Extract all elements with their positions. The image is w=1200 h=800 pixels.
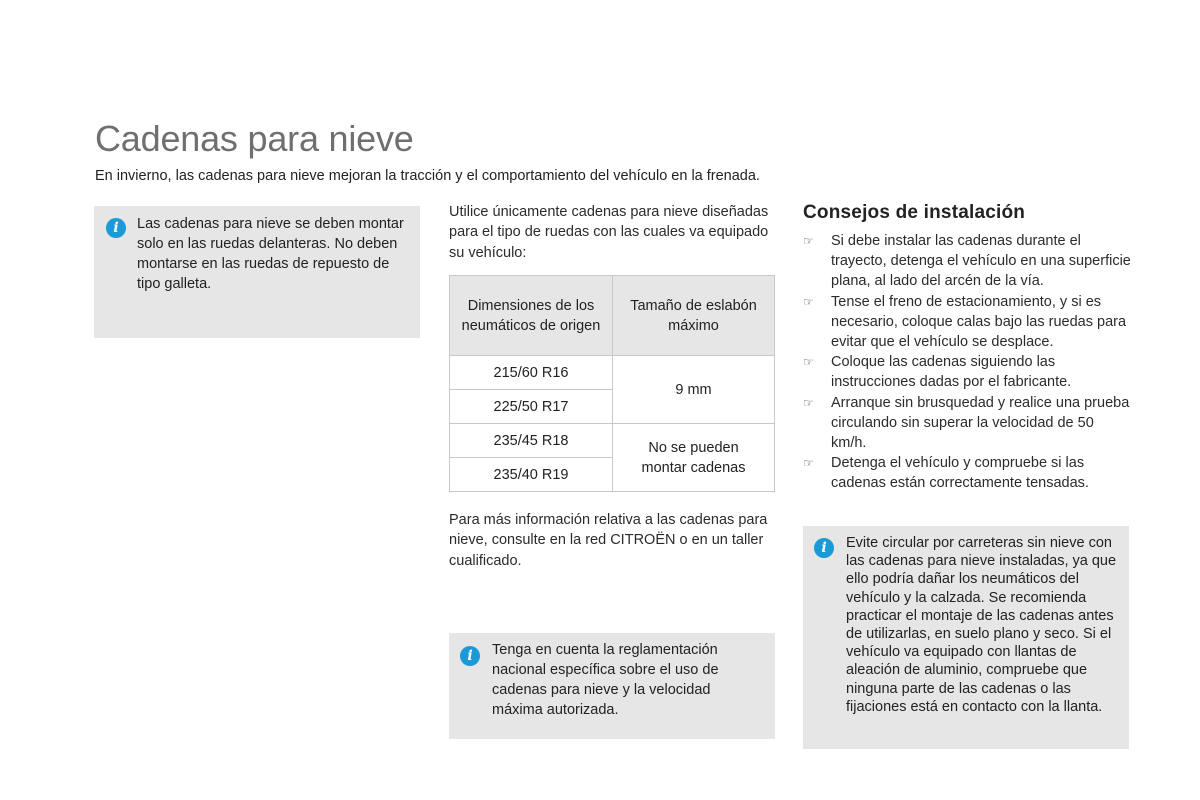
chains-usage-paragraph: Utilice únicamente cadenas para nieve diseñadas para el tipo de ruedas con las cuales va equipado su vehículo:	[449, 204, 769, 261]
link-size-cell: 9 mm	[613, 356, 775, 424]
tyre-size-cell: 235/40 R19	[450, 458, 613, 492]
note-text: Tenga en cuenta la reglamentación nacional específica sobre el uso de cadenas para nieve y la velocidad máxima autorizada.	[492, 642, 719, 718]
info-note-front-wheels	[94, 206, 420, 338]
installation-tips-list	[803, 231, 1133, 494]
list-item	[803, 393, 1133, 454]
list-item	[803, 231, 1133, 292]
pointing-hand-icon: ☞	[803, 395, 814, 410]
info-icon: i	[106, 218, 126, 238]
pointing-hand-icon: ☞	[803, 456, 814, 471]
intro-text: En invierno, las cadenas para nieve mejoran la tracción y el comportamiento del vehículo en la frenada.	[95, 168, 760, 184]
tyre-size-cell: 225/50 R17	[450, 390, 613, 424]
info-icon: i	[460, 646, 480, 666]
tyre-size-cell: 235/45 R18	[450, 424, 613, 458]
tip-text: Tense el freno de estacionamiento, y si es necesario, coloque calas bajo las ruedas para evitar que el vehículo se desplace.	[831, 293, 1127, 351]
note-text: Evite circular por carreteras sin nieve con las cadenas para nieve instaladas, ya que ello podría dañar los neumáticos del vehículo y la calzada. Se recomienda practicar el montaje de las cadenas antes de utilizarlas, en suelo plano y seco. Si el vehículo va equipado con llantas de aleación de aluminio, compruebe que ninguna parte de las cadenas o las fijaciones está en contacto con la llanta.	[846, 535, 1117, 715]
table-row	[450, 424, 775, 458]
pointing-hand-icon: ☞	[803, 234, 814, 248]
list-item	[803, 453, 1133, 493]
chain-size-table	[449, 275, 775, 492]
link-size-cell: No se pueden montar cadenas	[613, 424, 775, 492]
tyre-size-cell: 215/60 R16	[450, 356, 613, 390]
pointing-hand-icon: ☞	[803, 355, 814, 370]
tip-text: Coloque las cadenas siguiendo las instrucciones dadas por el fabricante.	[831, 354, 1072, 391]
pointing-hand-icon: ☞	[803, 294, 814, 309]
tip-text: Detenga el vehículo y compruebe si las cadenas están correctamente tensadas.	[831, 455, 1089, 492]
note-text: Las cadenas para nieve se deben montar solo en las ruedas delanteras. No deben montarse en las ruedas de repuesto de tipo galleta.	[137, 216, 404, 292]
table-header-link-size: Tamaño de eslabón máximo	[613, 276, 775, 356]
table-header-tyre-dimensions: Dimensiones de los neumáticos de origen	[450, 276, 613, 356]
list-item	[803, 352, 1133, 392]
tip-text: Si debe instalar las cadenas durante el trayecto, detenga el vehículo en una superficie plana, al lado del arcén de la vía.	[831, 233, 1131, 290]
more-info-paragraph: Para más información relativa a las cadenas para nieve, consulte en la red CITROËN o en un taller cualificado.	[449, 512, 768, 569]
table-row	[450, 356, 775, 390]
section-title-installation: Consejos de instalación	[803, 202, 1026, 223]
info-icon: i	[814, 538, 834, 558]
info-note-regulation	[449, 633, 775, 739]
page-title: Cadenas para nieve	[95, 118, 414, 159]
info-note-avoid-roads	[803, 526, 1129, 749]
list-item	[803, 292, 1133, 353]
tip-text: Arranque sin brusquedad y realice una prueba circulando sin superar la velocidad de 50 km/h.	[831, 394, 1130, 452]
